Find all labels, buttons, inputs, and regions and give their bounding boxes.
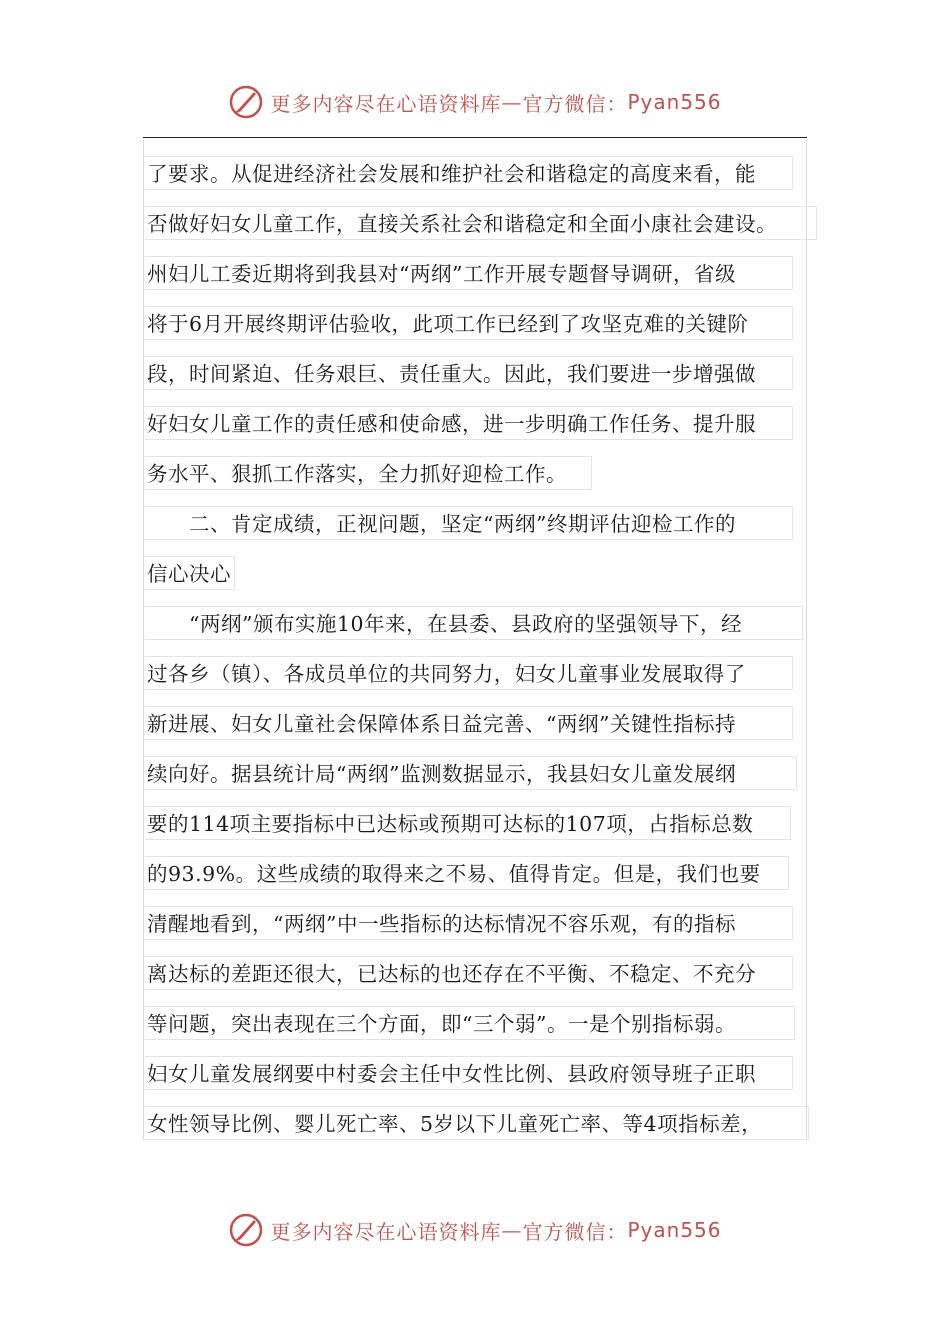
- banner-wechat-label: 官方微信：: [522, 91, 628, 116]
- text-line: 段，时间紧迫、任务艰巨、责任重大。因此，我们要进一步增强做: [145, 356, 793, 390]
- header-rule: [143, 137, 807, 138]
- text-line: 州妇儿工委近期将到我县对“两纲”工作开展专题督导调研，省级: [145, 256, 793, 290]
- text-line: 清醒地看到，“两纲”中一些指标的达标情况不容乐观，有的指标: [145, 906, 793, 940]
- section-heading-cont: 信心决心: [145, 556, 235, 590]
- text-line: 好妇女儿童工作的责任感和使命感，进一步明确工作任务、提升服: [145, 406, 793, 440]
- text-line: 妇女儿童发展纲要中村委会主任中女性比例、县政府领导班子正职: [145, 1056, 793, 1090]
- footer-banner: [0, 1210, 950, 1250]
- text-line: 了要求。从促进经济社会发展和维护社会和谐稳定的高度来看，能: [145, 156, 793, 190]
- banner-wechat-id: Pyan556: [627, 90, 722, 114]
- text-line: 要的114项主要指标中已达标或预期可达标的107项，占指标总数: [145, 806, 791, 840]
- banner-brand-text: 更多内容尽在心语资料库: [270, 91, 502, 116]
- text-line: 将于6月开展终期评估验收，此项工作已经到了攻坚克难的关键阶: [145, 306, 793, 340]
- header-banner: [0, 82, 950, 122]
- text-line: 过各乡（镇）、各成员单位的共同努力，妇女儿童事业发展取得了: [145, 656, 793, 690]
- banner-dash: —: [501, 1218, 523, 1242]
- quill-logo-icon: [228, 84, 264, 120]
- text-line: 续向好。据县统计局“两纲”监测数据显示，我县妇女儿童发展纲: [145, 756, 797, 790]
- text-line: 等问题，突出表现在三个方面，即“三个弱”。一是个别指标弱。: [145, 1006, 795, 1040]
- text-line: 务水平、狠抓工作落实，全力抓好迎检工作。: [145, 456, 592, 490]
- text-line: 否做好妇女儿童工作，直接关系社会和谐稳定和全面小康社会建设。: [145, 206, 817, 240]
- banner-wechat-label: 官方微信：: [522, 1219, 628, 1244]
- text-line: “两纲”颁布实施10年来，在县委、县政府的坚强领导下，经: [145, 606, 803, 640]
- banner-brand-text: 更多内容尽在心语资料库: [270, 1219, 502, 1244]
- section-heading: 二、肯定成绩，正视问题，坚定“两纲”终期评估迎检工作的: [145, 506, 793, 540]
- banner-wechat-id: Pyan556: [627, 1218, 722, 1242]
- text-line: 的93.9%。这些成绩的取得来之不易、值得肯定。但是，我们也要: [145, 856, 789, 890]
- text-line: 离达标的差距还很大，已达标的也还存在不平衡、不稳定、不充分: [145, 956, 793, 990]
- quill-logo-icon: [228, 1212, 264, 1248]
- banner-dash: —: [501, 90, 523, 114]
- text-line: 女性领导比例、婴儿死亡率、5岁以下儿童死亡率、等4项指标差，: [145, 1106, 809, 1140]
- text-line: 新进展、妇女儿童社会保障体系日益完善、“两纲”关键性指标持: [145, 706, 793, 740]
